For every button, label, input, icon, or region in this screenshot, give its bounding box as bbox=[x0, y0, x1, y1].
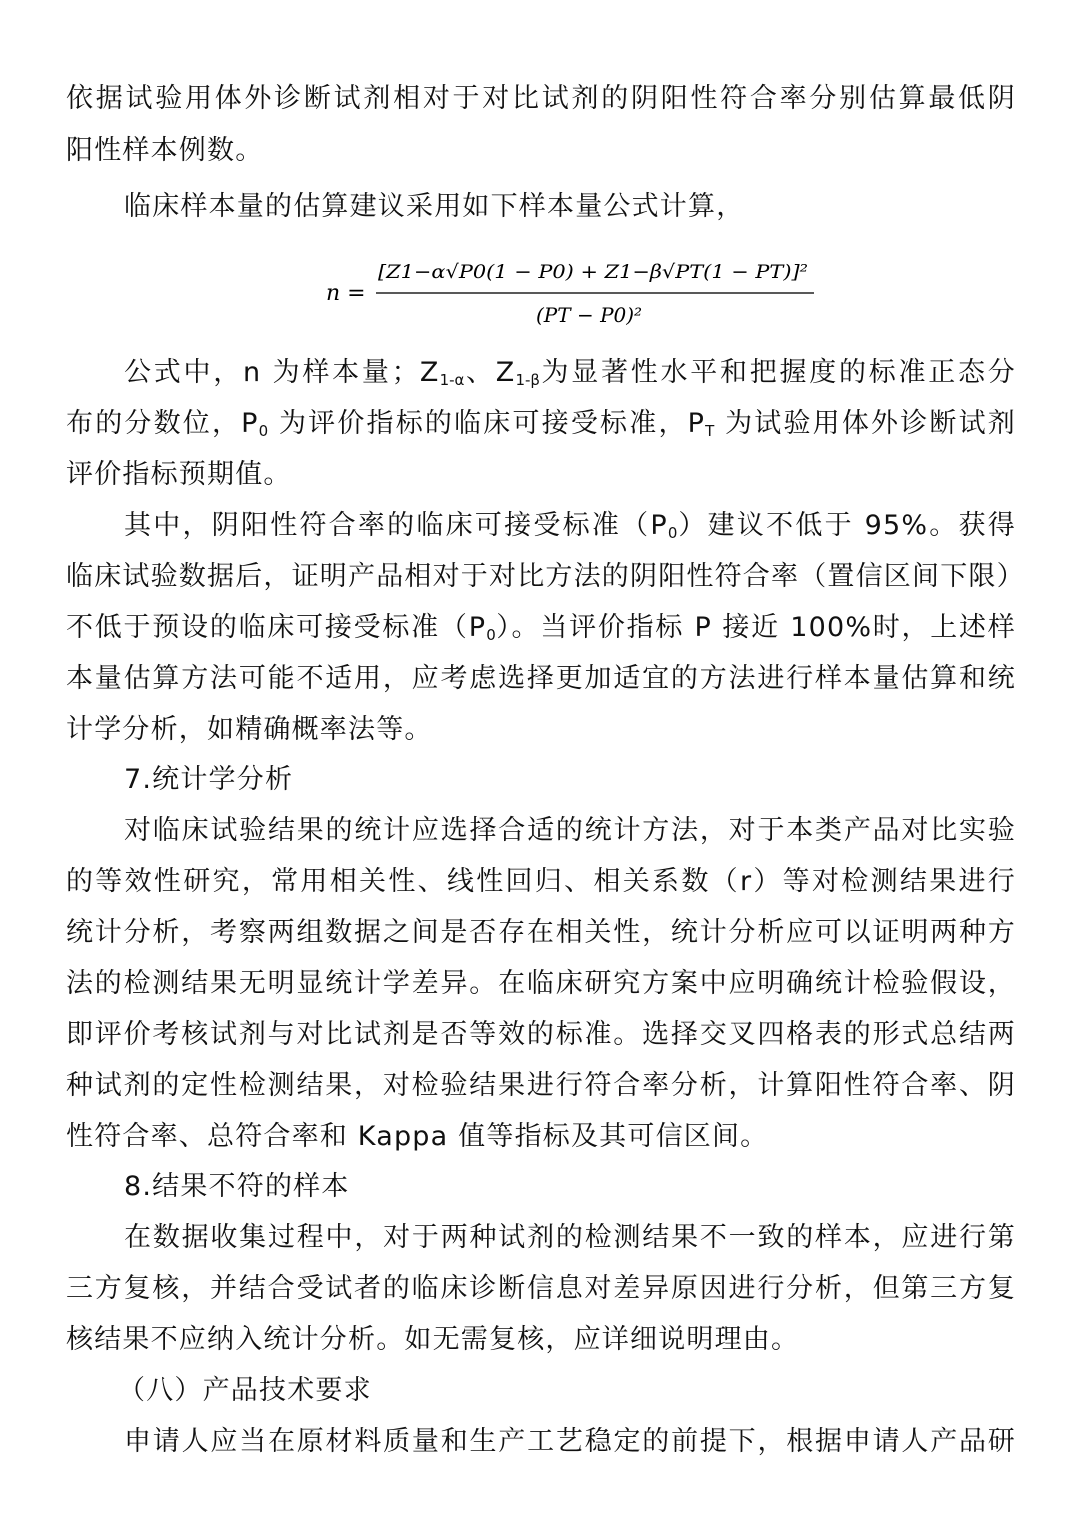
paragraph-line: 统计分析，考察两组数据之间是否存在相关性，统计分析应可以证明两种方 bbox=[66, 917, 1016, 948]
paragraph-line: 公式中，n 为样本量；$Z_{1-\alpha}$、$Z_{1-\beta}$为显著性水平和把握度的标准正态分 bbox=[124, 357, 1017, 389]
section-heading-8: 8.结果不符的样本 bbox=[124, 1171, 350, 1202]
formula-numerator: [Z1−α√P0(1 − P0) + Z1−β√PT(1 − PT)]² bbox=[378, 261, 808, 283]
paragraph-line: 三方复核，并结合受试者的临床诊断信息对差异原因进行分析，但第三方复 bbox=[66, 1273, 1016, 1304]
paragraph-line: 布的分数位，$P_0$ 为评价指标的临床可接受标准，$P_T$ 为试验用体外诊断试剂 bbox=[66, 408, 1016, 440]
formula-lhs: n = bbox=[326, 281, 366, 306]
paragraph-line: 的等效性研究，常用相关性、线性回归、相关系数（r）等对检测结果进行 bbox=[66, 866, 1016, 897]
paragraph-line: 依据试验用体外诊断试剂相对于对比试剂的阴阳性符合率分别估算最低阴 bbox=[66, 83, 1016, 114]
paragraph-line: 法的检测结果无明显统计学差异。在临床研究方案中应明确统计检验假设， bbox=[66, 968, 1016, 999]
paragraph-line: 不低于预设的临床可接受标准$(P_0)$。当评价指标 P 接近 100%时，上述样 bbox=[66, 612, 1017, 644]
paragraph-line: 阳性样本例数。 bbox=[66, 135, 264, 166]
paragraph-line: 种试剂的定性检测结果，对检验结果进行符合率分析，计算阳性符合率、阴 bbox=[66, 1070, 1016, 1101]
paragraph-line: 对临床试验结果的统计应选择合适的统计方法，对于本类产品对比实验 bbox=[124, 815, 1016, 846]
formula-denominator: (PT − P0)² bbox=[536, 303, 643, 327]
paragraph-line: 计学分析，如精确概率法等。 bbox=[66, 714, 433, 745]
paragraph-line: 性符合率、总符合率和 Kappa 值等指标及其可信区间。 bbox=[66, 1121, 769, 1152]
paragraph-line: 本量估算方法可能不适用，应考虑选择更加适宜的方法进行样本量估算和统 bbox=[66, 663, 1016, 694]
paragraph-line: 临床样本量的估算建议采用如下样本量公式计算， bbox=[124, 191, 745, 222]
paragraph-line: 在数据收集过程中，对于两种试剂的检测结果不一致的样本，应进行第 bbox=[124, 1222, 1016, 1253]
section-heading-7: 7.统计学分析 bbox=[124, 764, 294, 795]
paragraph-line: 临床试验数据后，证明产品相对于对比方法的阴阳性符合率（置信区间下限） bbox=[66, 561, 1025, 592]
paragraph-line: 申请人应当在原材料质量和生产工艺稳定的前提下，根据申请人产品研 bbox=[124, 1426, 1016, 1457]
paragraph-line: 评价指标预期值。 bbox=[66, 459, 292, 490]
sample-size-formula bbox=[326, 246, 826, 336]
paragraph-line: 即评价考核试剂与对比试剂是否等效的标准。选择交叉四格表的形式总结两 bbox=[66, 1019, 1016, 1050]
section-heading-viii: （八）产品技术要求 bbox=[118, 1375, 372, 1406]
paragraph-line: 其中，阴阳性符合率的临床可接受标准$(P_0)$建议不低于 95%。获得 bbox=[124, 510, 1016, 542]
paragraph-line: 核结果不应纳入统计分析。如无需复核，应详细说明理由。 bbox=[66, 1324, 800, 1355]
